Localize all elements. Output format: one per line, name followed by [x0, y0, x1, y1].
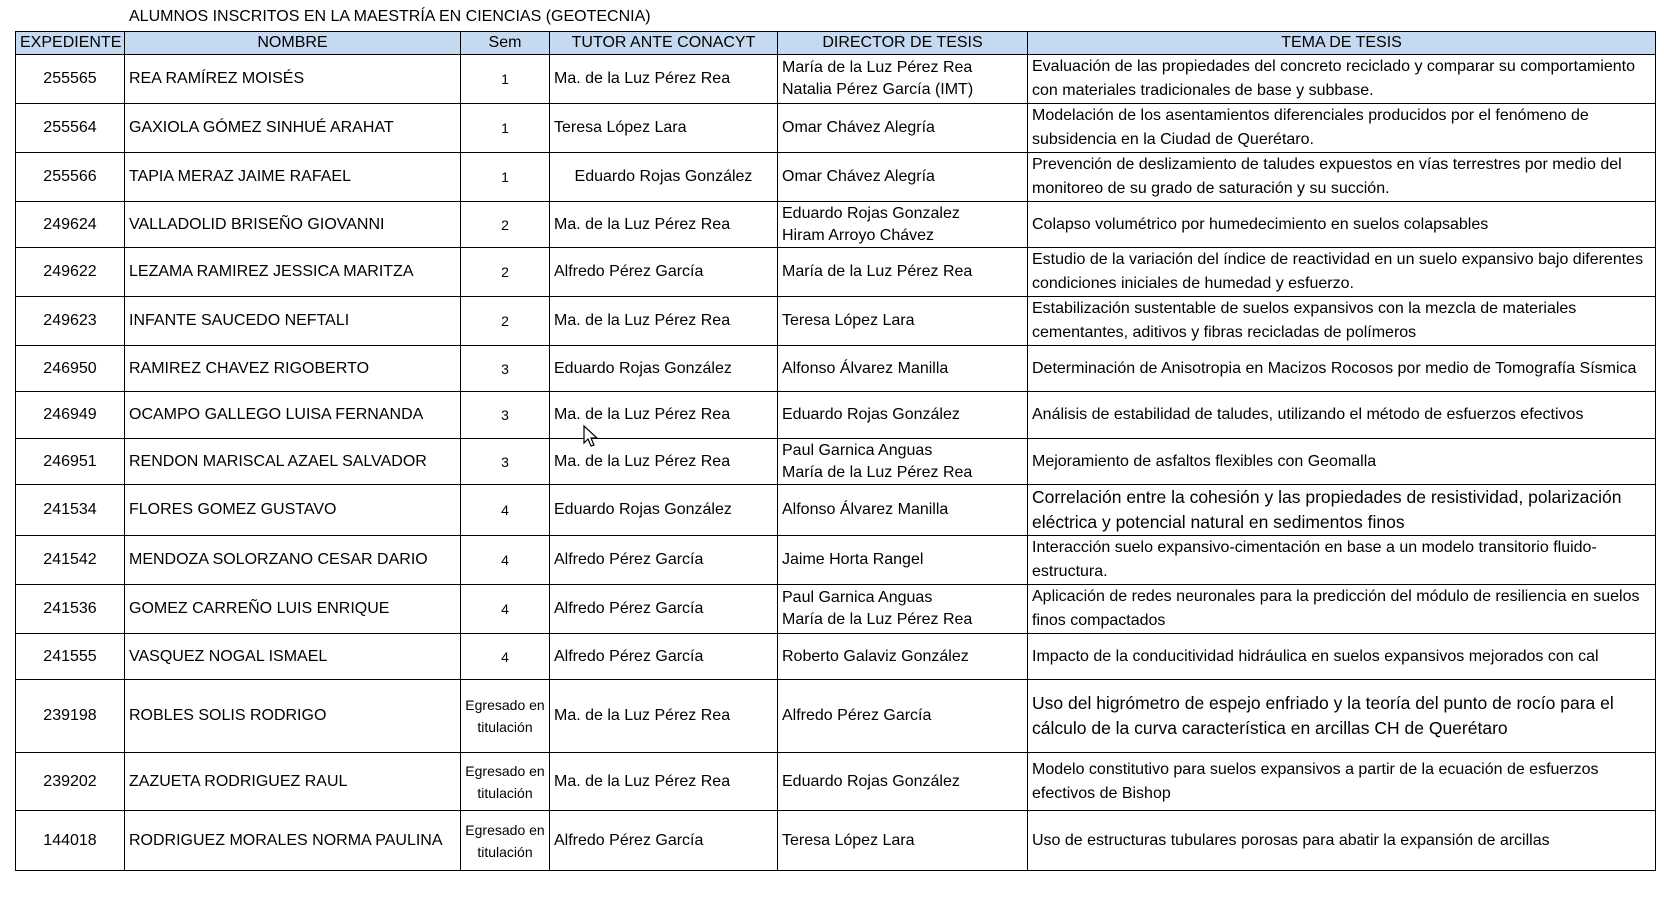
mouse-cursor-icon	[583, 425, 599, 449]
cell-expediente: 249622	[16, 248, 125, 297]
cell-director	[778, 55, 1028, 104]
cell-tema: Interacción suelo expansivo-cimentación en base a un modelo transitorio fluido-estructura.	[1028, 536, 1656, 585]
cell-expediente: 241555	[16, 634, 125, 680]
cell-sem: 1	[461, 153, 550, 202]
cell-nombre: VALLADOLID BRISEÑO GIOVANNI	[125, 202, 461, 248]
cell-expediente: 249624	[16, 202, 125, 248]
cell-sem: 1	[461, 104, 550, 153]
cell-expediente: 246949	[16, 392, 125, 439]
cell-nombre: FLORES GOMEZ GUSTAVO	[125, 485, 461, 536]
cell-sem: 2	[461, 297, 550, 346]
cell-nombre: RENDON MARISCAL AZAEL SALVADOR	[125, 439, 461, 485]
table-row	[16, 55, 1656, 104]
table-row	[16, 392, 1656, 439]
table-row	[16, 346, 1656, 392]
table-row	[16, 202, 1656, 248]
director-name: María de la Luz Pérez Rea	[782, 463, 973, 481]
cell-sem: Egresado en titulación	[461, 811, 550, 871]
director-name: Jaime Horta Rangel	[782, 551, 924, 568]
cell-tutor: Teresa López Lara	[550, 104, 778, 153]
cell-nombre: REA RAMÍREZ MOISÉS	[125, 55, 461, 104]
table-body	[16, 55, 1656, 871]
cell-sem: 2	[461, 202, 550, 248]
cell-director	[778, 202, 1028, 248]
cell-nombre: TAPIA MERAZ JAIME RAFAEL	[125, 153, 461, 202]
cell-sem: 3	[461, 392, 550, 439]
director-name: María de la Luz Pérez Rea	[782, 263, 973, 280]
director-name: Alfonso Álvarez Manilla	[782, 501, 949, 518]
cell-tutor: Ma. de la Luz Pérez Rea	[550, 753, 778, 811]
header-sem: Sem	[461, 32, 550, 55]
cell-sem: Egresado en titulación	[461, 680, 550, 753]
cell-expediente: 246951	[16, 439, 125, 485]
header-tema: TEMA DE TESIS	[1028, 32, 1656, 55]
cell-director	[778, 680, 1028, 753]
cell-tema: Uso del higrómetro de espejo enfriado y la teoría del punto de rocío para el cálculo de la curva característica en arcillas CH de Querétaro	[1028, 680, 1656, 753]
cell-nombre: OCAMPO GALLEGO LUISA FERNANDA	[125, 392, 461, 439]
students-table	[15, 31, 1656, 871]
cell-tutor: Ma. de la Luz Pérez Rea	[550, 297, 778, 346]
cell-tema: Impacto de la conducitividad hidráulica en suelos expansivos mejorados con cal	[1028, 634, 1656, 680]
cell-tutor: Ma. de la Luz Pérez Rea	[550, 680, 778, 753]
cell-expediente: 241534	[16, 485, 125, 536]
cell-nombre: MENDOZA SOLORZANO CESAR DARIO	[125, 536, 461, 585]
cell-nombre: ZAZUETA RODRIGUEZ RAUL	[125, 753, 461, 811]
cell-tutor: Eduardo Rojas González	[550, 153, 778, 202]
cell-expediente: 249623	[16, 297, 125, 346]
director-name: Omar Chávez Alegría	[782, 119, 935, 136]
table-row	[16, 248, 1656, 297]
cell-director	[778, 585, 1028, 634]
cell-tema: Modelo constitutivo para suelos expansivos a partir de la ecuación de esfuerzos efectivos de Bishop	[1028, 753, 1656, 811]
director-name: María de la Luz Pérez Rea	[782, 59, 973, 76]
cell-director	[778, 485, 1028, 536]
cell-nombre: INFANTE SAUCEDO NEFTALI	[125, 297, 461, 346]
table-row	[16, 536, 1656, 585]
table-row	[16, 634, 1656, 680]
cell-expediente: 246950	[16, 346, 125, 392]
director-name: María de la Luz Pérez Rea	[782, 611, 973, 628]
cell-tutor: Eduardo Rojas González	[550, 346, 778, 392]
cell-tema: Estabilización sustentable de suelos expansivos con la mezcla de materiales cementantes, aditivos y fibras recicladas de polímeros	[1028, 297, 1656, 346]
cell-tema: Análisis de estabilidad de taludes, utilizando el método de esfuerzos efectivos	[1028, 392, 1656, 439]
director-name: Teresa López Lara	[782, 831, 915, 849]
cell-director	[778, 536, 1028, 585]
header-expediente: EXPEDIENTE	[16, 32, 125, 55]
header-row	[16, 32, 1656, 55]
cell-director	[778, 811, 1028, 871]
cell-tema: Correlación entre la cohesión y las propiedades de resistividad, polarización eléctrica y potencial natural en sedimentos finos	[1028, 485, 1656, 536]
cell-expediente: 239202	[16, 753, 125, 811]
cell-expediente: 241542	[16, 536, 125, 585]
cell-director	[778, 248, 1028, 297]
director-name: Eduardo Rojas González	[782, 772, 960, 790]
cell-nombre: GOMEZ CARREÑO LUIS ENRIQUE	[125, 585, 461, 634]
director-name: Alfredo Pérez García	[782, 707, 932, 724]
cell-nombre: RAMIREZ CHAVEZ RIGOBERTO	[125, 346, 461, 392]
cell-expediente: 239198	[16, 680, 125, 753]
cell-expediente: 255566	[16, 153, 125, 202]
table-row	[16, 811, 1656, 871]
cell-expediente: 255565	[16, 55, 125, 104]
cell-tutor: Ma. de la Luz Pérez Rea	[550, 392, 778, 439]
cell-sem: 3	[461, 346, 550, 392]
cell-sem: 3	[461, 439, 550, 485]
cell-tutor: Ma. de la Luz Pérez Rea	[550, 439, 778, 485]
cell-tutor: Ma. de la Luz Pérez Rea	[550, 202, 778, 248]
cell-tutor: Alfredo Pérez García	[550, 634, 778, 680]
table-row	[16, 104, 1656, 153]
cell-tema: Evaluación de las propiedades del concreto reciclado y comparar su comportamiento con materiales tradicionales de base y subbase.	[1028, 55, 1656, 104]
cell-sem: Egresado en titulación	[461, 753, 550, 811]
cell-director	[778, 439, 1028, 485]
cell-nombre: GAXIOLA GÓMEZ SINHUÉ ARAHAT	[125, 104, 461, 153]
cell-director	[778, 634, 1028, 680]
cell-sem: 4	[461, 536, 550, 585]
table-row	[16, 753, 1656, 811]
cell-director	[778, 153, 1028, 202]
cell-sem: 4	[461, 485, 550, 536]
cell-director	[778, 753, 1028, 811]
director-name: Roberto Galaviz González	[782, 647, 969, 665]
cell-expediente: 241536	[16, 585, 125, 634]
cell-director	[778, 297, 1028, 346]
cell-nombre: RODRIGUEZ MORALES NORMA PAULINA	[125, 811, 461, 871]
cell-tutor: Alfredo Pérez García	[550, 585, 778, 634]
header-director: DIRECTOR DE TESIS	[778, 32, 1028, 55]
cell-sem: 1	[461, 55, 550, 104]
table-row	[16, 153, 1656, 202]
table-row	[16, 439, 1656, 485]
cell-nombre: VASQUEZ NOGAL ISMAEL	[125, 634, 461, 680]
cell-tema: Colapso volumétrico por humedecimiento en suelos colapsables	[1028, 202, 1656, 248]
cell-director	[778, 346, 1028, 392]
cell-tutor: Alfredo Pérez García	[550, 536, 778, 585]
cell-tema: Uso de estructuras tubulares porosas para abatir la expansión de arcillas	[1028, 811, 1656, 871]
cell-tema: Estudio de la variación del índice de reactividad en un suelo expansivo bajo diferentes condiciones iniciales de humedad y esfuerzo.	[1028, 248, 1656, 297]
director-name: Omar Chávez Alegría	[782, 168, 935, 185]
director-name: Paul Garnica Anguas	[782, 589, 933, 606]
cell-director	[778, 392, 1028, 439]
director-name: Natalia Pérez García (IMT)	[782, 81, 974, 98]
cell-tema: Prevención de deslizamiento de taludes expuestos en vías terrestres por medio del monitoreo de su grado de saturación y su succión.	[1028, 153, 1656, 202]
cell-tema: Mejoramiento de asfaltos flexibles con Geomalla	[1028, 439, 1656, 485]
cell-tema: Modelación de los asentamientos diferenciales producidos por el fenómeno de subsidencia en la Ciudad de Querétaro.	[1028, 104, 1656, 153]
cell-sem: 4	[461, 585, 550, 634]
cell-tutor: Eduardo Rojas González	[550, 485, 778, 536]
cell-tutor: Ma. de la Luz Pérez Rea	[550, 55, 778, 104]
cell-nombre: ROBLES SOLIS RODRIGO	[125, 680, 461, 753]
page-title: ALUMNOS INSCRITOS EN LA MAESTRÍA EN CIENCIAS (GEOTECNIA)	[129, 8, 651, 25]
table-row	[16, 680, 1656, 753]
director-name: Alfonso Álvarez Manilla	[782, 359, 949, 377]
cell-sem: 2	[461, 248, 550, 297]
director-name: Eduardo Rojas Gonzalez	[782, 204, 960, 222]
header-tutor: TUTOR ANTE CONACYT	[550, 32, 778, 55]
cell-nombre: LEZAMA RAMIREZ JESSICA MARITZA	[125, 248, 461, 297]
cell-tema: Aplicación de redes neuronales para la predicción del módulo de resiliencia en suelos finos compactados	[1028, 585, 1656, 634]
cell-expediente: 144018	[16, 811, 125, 871]
cell-director	[778, 104, 1028, 153]
cell-expediente: 255564	[16, 104, 125, 153]
director-name: Eduardo Rojas González	[782, 406, 960, 423]
header-nombre: NOMBRE	[125, 32, 461, 55]
director-name: Paul Garnica Anguas	[782, 441, 933, 459]
cell-tutor: Alfredo Pérez García	[550, 248, 778, 297]
table-row	[16, 585, 1656, 634]
table-row	[16, 297, 1656, 346]
cell-sem: 4	[461, 634, 550, 680]
table-row	[16, 485, 1656, 536]
director-name: Teresa López Lara	[782, 312, 915, 329]
cell-tema: Determinación de Anisotropia en Macizos Rocosos por medio de Tomografía Sísmica	[1028, 346, 1656, 392]
director-name: Hiram Arroyo Chávez	[782, 226, 935, 244]
cell-tutor: Alfredo Pérez García	[550, 811, 778, 871]
